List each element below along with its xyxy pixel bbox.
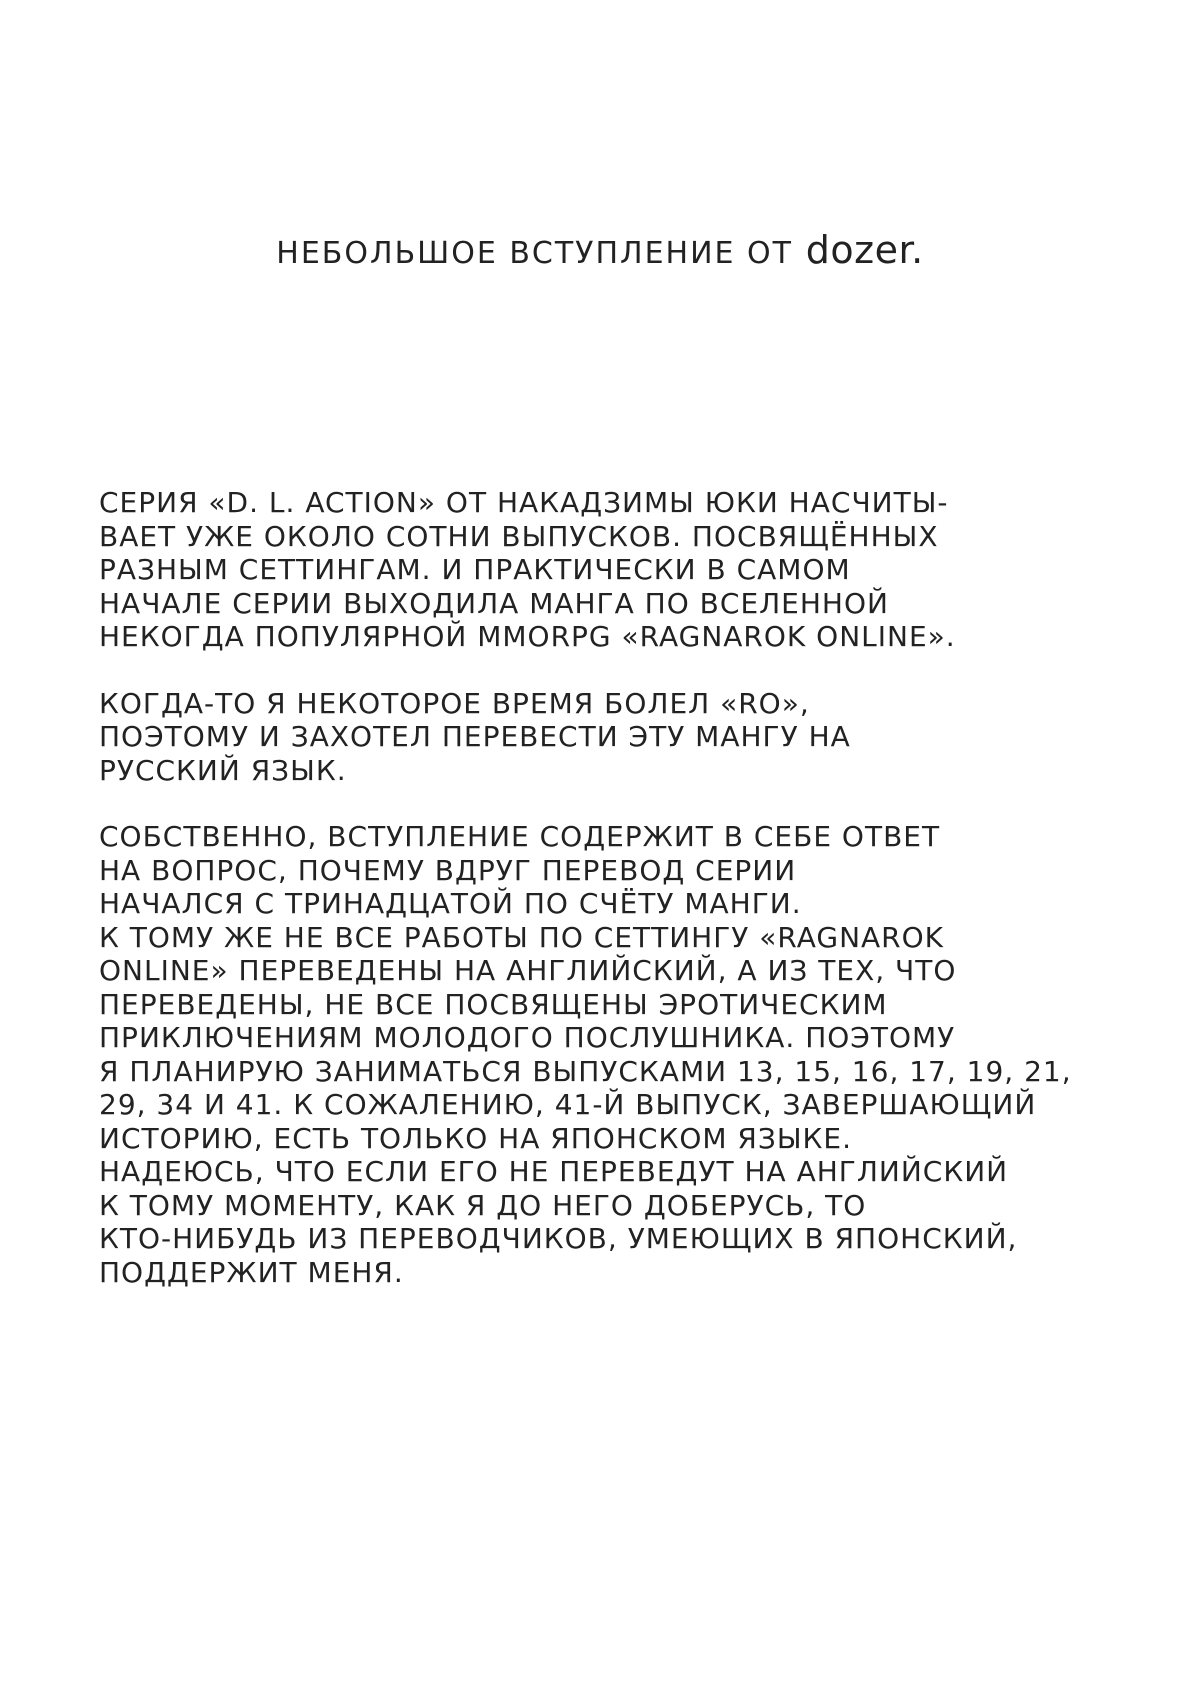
paragraph-plan	[99, 820, 1109, 1289]
text-line: ВАЕТ УЖЕ ОКОЛО СОТНИ ВЫПУСКОВ. ПОСВЯЩЁННЫХ	[99, 519, 939, 553]
text-line: ПЕРЕВЕДЕНЫ, НЕ ВСЕ ПОСВЯЩЕНЫ ЭРОТИЧЕСКИМ	[99, 987, 888, 1021]
text-line: НАЧАЛСЯ С ТРИНАДЦАТОЙ ПО СЧЁТУ МАНГИ.	[99, 887, 802, 920]
text-line: РУССКИЙ ЯЗЫК.	[99, 753, 347, 787]
text-line: НАДЕЮСЬ, ЧТО ЕСЛИ ЕГО НЕ ПЕРЕВЕДУТ НА АНГЛИЙСКИЙ	[99, 1155, 1009, 1188]
text-line: НА ВОПРОС, ПОЧЕМУ ВДРУГ ПЕРЕВОД СЕРИИ	[99, 853, 797, 887]
text-line: СОБСТВЕННО, ВСТУПЛЕНИЕ СОДЕРЖИТ В СЕБЕ ОТВЕТ	[99, 820, 941, 853]
text-line: НЕКОГДА ПОПУЛЯРНОЙ MMORPG «RAGNAROK ONLINE».	[99, 620, 956, 653]
text-line: КОГДА-ТО Я НЕКОТОРОЕ ВРЕМЯ БОЛЕЛ «RO»,	[99, 686, 810, 720]
page-title	[0, 228, 1200, 276]
text-line: СЕРИЯ «D. L. ACTION» ОТ НАКАДЗИМЫ ЮКИ НАСЧИТЫ-	[99, 486, 949, 519]
text-line: К ТОМУ МОМЕНТУ, КАК Я ДО НЕГО ДОБЕРУСЬ, ТО	[99, 1188, 867, 1222]
text-line: НАЧАЛЕ СЕРИИ ВЫХОДИЛА МАНГА ПО ВСЕЛЕННОЙ	[99, 586, 889, 620]
paragraph-series-intro	[99, 486, 1109, 654]
title-text: НЕБОЛЬШОЕ ВСТУПЛЕНИЕ ОТ	[276, 236, 793, 271]
text-line: ПОЭТОМУ И ЗАХОТЕЛ ПЕРЕВЕСТИ ЭТУ МАНГУ НА	[99, 720, 851, 753]
text-line: К ТОМУ ЖЕ НЕ ВСЕ РАБОТЫ ПО СЕТТИНГУ «RAGNAROK	[99, 920, 945, 954]
text-line: ПРИКЛЮЧЕНИЯМ МОЛОДОГО ПОСЛУШНИКА. ПОЭТОМУ	[99, 1021, 956, 1054]
text-line: ONLINE» ПЕРЕВЕДЕНЫ НА АНГЛИЙСКИЙ, А ИЗ ТЕХ, ЧТО	[99, 954, 957, 987]
text-line: ИСТОРИЮ, ЕСТЬ ТОЛЬКО НА ЯПОНСКОМ ЯЗЫКЕ.	[99, 1121, 852, 1155]
text-line: ПОДДЕРЖИТ МЕНЯ.	[99, 1255, 404, 1289]
text-line: КТО-НИБУДЬ ИЗ ПЕРЕВОДЧИКОВ, УМЕЮЩИХ В ЯПОНСКИЙ,	[99, 1222, 1018, 1255]
text-line: Я ПЛАНИРУЮ ЗАНИМАТЬСЯ ВЫПУСКАМИ 13, 15, 16, 17, 19, 21,	[99, 1054, 1072, 1088]
paragraph-motivation	[99, 687, 1109, 788]
text-line: РАЗНЫМ СЕТТИНГАМ. И ПРАКТИЧЕСКИ В САМОМ	[99, 553, 851, 586]
text-line: 29, 34 И 41. К СОЖАЛЕНИЮ, 41-Й ВЫПУСК, ЗАВЕРШАЮЩИЙ	[99, 1088, 1037, 1121]
title-author: dozer.	[805, 228, 924, 272]
intro-body	[99, 486, 1109, 1322]
